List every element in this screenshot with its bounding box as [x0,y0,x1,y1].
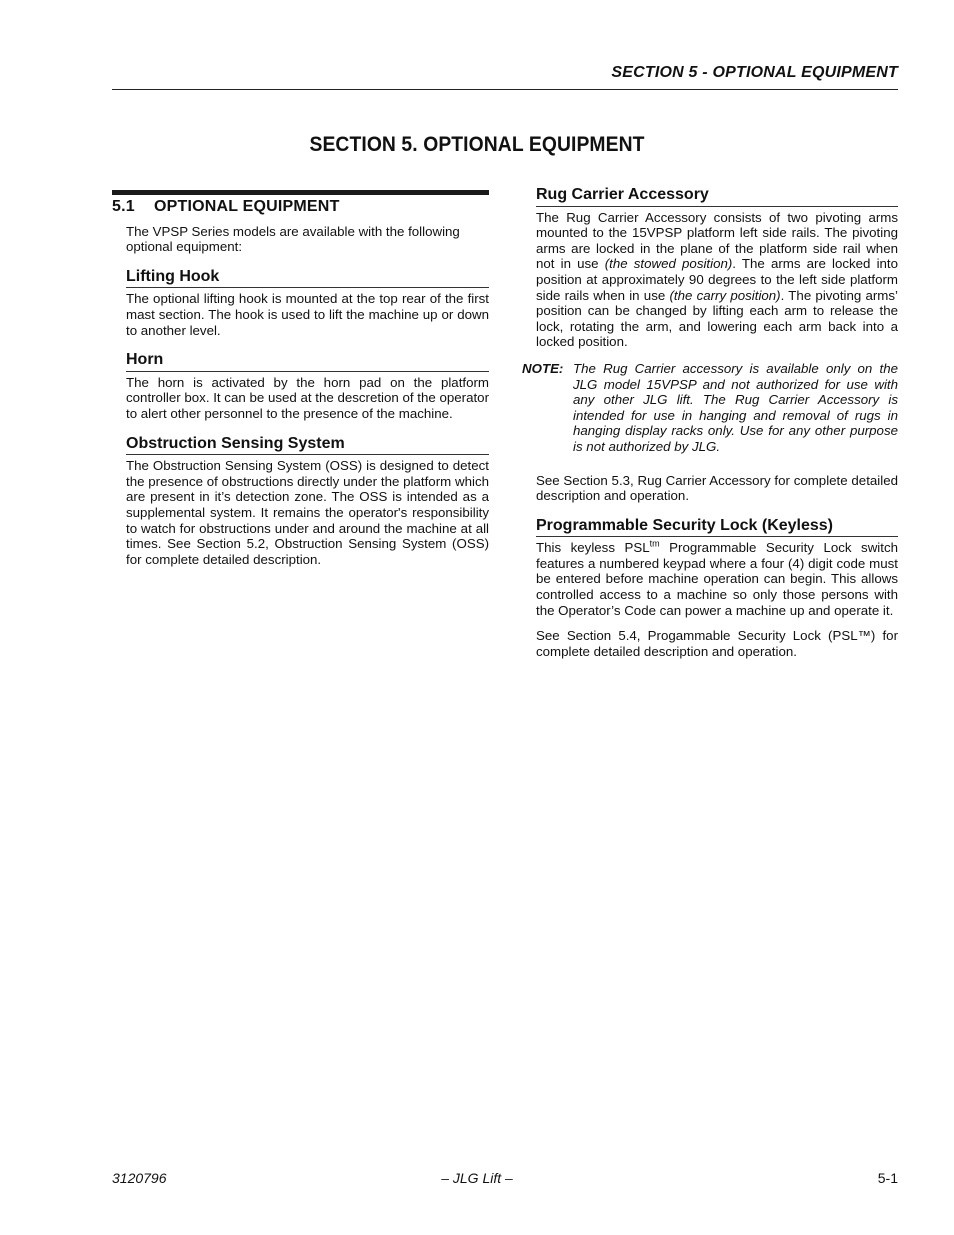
left-column [112,190,489,567]
note-block [522,361,898,455]
horn-paragraph: The horn is activated by the horn pad on the platform controller box. It can be used at the descretion of the operator to alert other personnel to the presence of the machine. [126,374,489,421]
note-label: NOTE: [522,360,564,376]
footer-doc-number: 3120796 [112,1170,167,1186]
rug-body-italic-1: (the stowed position) [604,256,733,272]
lifting-hook-heading: Lifting Hook [126,269,489,289]
section-number: 5.1 [112,198,135,215]
horn-heading: Horn [126,352,489,372]
psl-body-2: Programmable Security Lock switch features a numbered keypad where a four (4) digit code must be entered before machine operation can begin. This allows controlled access to a machine so only those persons with the Operator’s Code can power a machine up and operate it. [536,540,898,618]
lifting-hook-paragraph: The optional lifting hook is mounted at the top rear of the first mast section. The hook is used to lift the machine up or down to another level. [126,291,489,338]
psl-sup: tm [649,538,660,549]
left-body [126,224,489,568]
psl-paragraph [536,540,898,618]
right-column [522,186,899,659]
note-text: The Rug Carrier accessory is available only on the JLG model 15VPSP and not authorized for use with any other JLG lift. The Rug Carrier Accessory is intended for use in hanging and removal of rugs in hanging display racks only. Use for any other purpose is not authorized by JLG. [573,360,898,454]
header-rule [112,89,898,90]
section-heading [112,199,489,215]
rug-body-1: The Rug Carrier Accessory consists of two pivoting arms mounted to the 15VPSP platform left side rails. The pivoting arms are locked in the plane of the platform side rail when not in use [536,209,898,272]
rug-body-3: . The pivoting arms’ position can be changed by lifting each arm to release the lock, rotating the arm, and lowering each arm back into a locked position. [536,287,898,350]
psl-heading: Programmable Security Lock (Keyless) [536,518,898,538]
section-title: OPTIONAL EQUIPMENT [154,198,340,215]
rug-carrier-paragraph [536,210,898,350]
rug-carrier-heading: Rug Carrier Accessory [536,187,898,207]
psl-body-1: This keyless PSL [536,540,650,556]
rug-body-italic-2: (the carry position) [669,287,781,303]
intro-paragraph: The VPSP Series models are available with the following optional equipment: [126,223,460,255]
rug-body-2: . The arms are locked into position at approximately 90 degrees to the left side platform side rails when in use [536,256,899,303]
running-header-title: SECTION 5 - OPTIONAL EQUIPMENT [611,64,898,81]
oss-paragraph: The Obstruction Sensing System (OSS) is designed to detect the presence of obstructions directly under the platform which are present in it’s detection zone. The OSS is intended as a supplemental system. It remains the operator's responsibility to watch for obstructions under and around the machine at all times. See Section 5.2, Obstruction Sensing System (OSS) for complete detailed description. [126,458,489,567]
rug-see-also: See Section 5.3, Rug Carrier Accessory for complete detailed description and operation. [536,472,898,504]
section-bar [112,190,489,195]
footer-page-number: 5-1 [877,1170,898,1186]
psl-see-also: See Section 5.4, Progammable Security Lock (PSL™) for complete detailed description and operation. [536,628,898,659]
oss-heading: Obstruction Sensing System [126,436,489,456]
page-title: SECTION 5. OPTIONAL EQUIPMENT [309,133,645,156]
footer-center-text: – JLG Lift – [441,1170,513,1186]
